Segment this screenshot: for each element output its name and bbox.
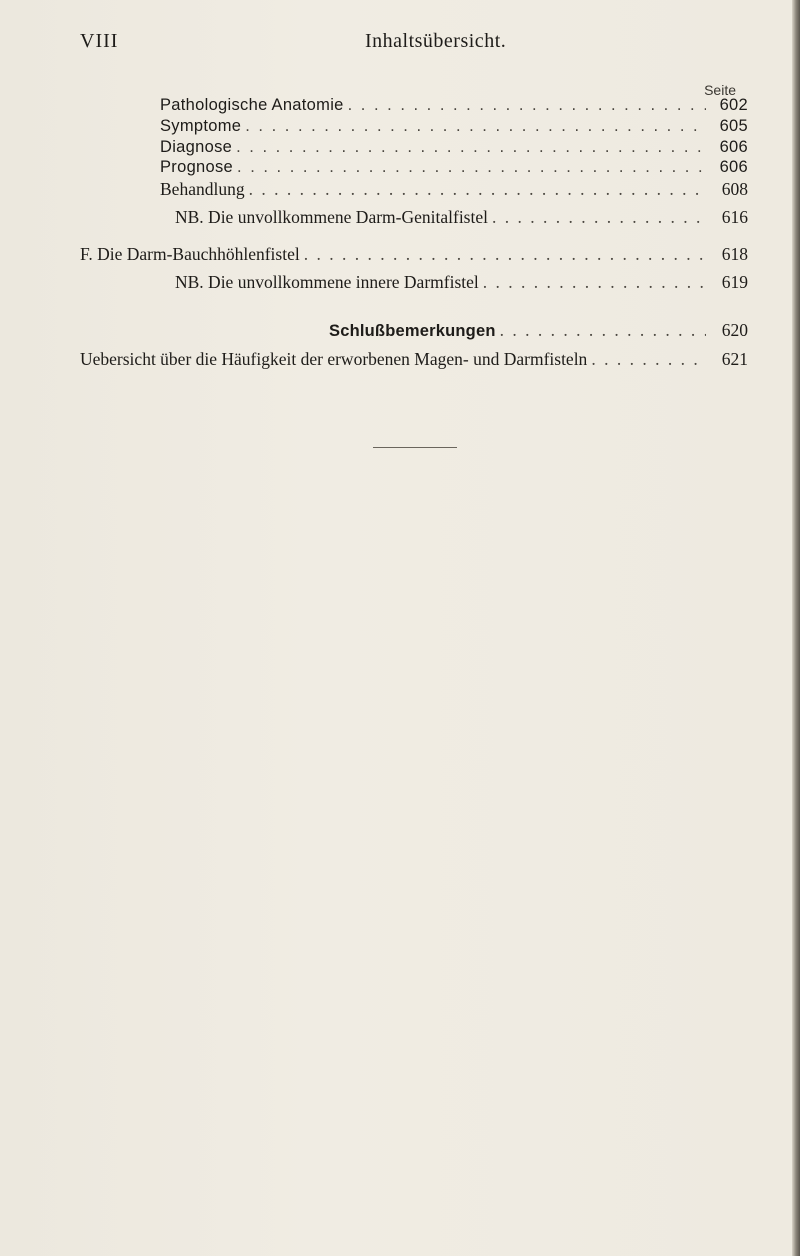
leader-dots (348, 96, 706, 115)
toc-entry[interactable] (160, 158, 748, 177)
running-title: Inhaltsübersicht. (365, 30, 507, 52)
toc-entry-label: Symptome (160, 117, 242, 135)
toc-entry-label: Pathologische Anatomie (160, 96, 344, 114)
toc-entry-label: Schlußbemerkungen (329, 322, 496, 340)
toc-entry-page: 602 (719, 96, 748, 114)
toc-entry-label: NB. Die unvollkommene Darm-Genitalfistel (175, 207, 488, 227)
toc-entry[interactable] (175, 207, 748, 228)
toc-entry-page: 618 (721, 244, 748, 264)
toc-entry[interactable] (160, 138, 748, 157)
toc-entry[interactable] (160, 179, 748, 200)
closing-rule (373, 447, 457, 448)
page-number: VIII (80, 30, 119, 52)
toc-entry[interactable] (160, 96, 748, 115)
toc-entry[interactable] (80, 244, 748, 265)
toc-entry-label: Uebersicht über die Häufigkeit der erworbenen Magen- und Darmfisteln (80, 349, 588, 369)
leader-dots (236, 138, 706, 157)
toc-entry-page: 605 (719, 117, 748, 135)
toc-entry[interactable] (80, 349, 748, 370)
leader-dots (500, 320, 706, 341)
toc-entry-page: 619 (721, 272, 748, 292)
toc-entry[interactable] (175, 272, 748, 293)
toc-entry-label: F. Die Darm-Bauchhöhlenfistel (80, 244, 300, 264)
leader-dots (483, 272, 706, 293)
page-column-label: Seite (704, 82, 736, 98)
leader-dots (237, 158, 706, 177)
page-header (80, 30, 740, 60)
toc-entry-page: 620 (721, 320, 748, 340)
toc-entry[interactable] (160, 117, 748, 136)
toc-entry-label: Behandlung (160, 179, 245, 199)
toc-entry-label: Diagnose (160, 138, 233, 156)
toc-entry-page: 606 (719, 158, 748, 176)
toc-entry-label: Prognose (160, 158, 234, 176)
toc-entry-label: NB. Die unvollkommene innere Darmfistel (175, 272, 479, 292)
leader-dots (249, 179, 706, 200)
leader-dots (492, 207, 706, 228)
toc-entry[interactable] (329, 320, 748, 341)
leader-dots (591, 349, 706, 370)
toc-entry-page: 621 (721, 349, 748, 369)
toc-entry-page: 616 (721, 207, 748, 227)
book-spine-edge (792, 0, 800, 1256)
leader-dots (245, 117, 706, 136)
toc-entry-page: 608 (721, 179, 748, 199)
toc-entry-page: 606 (719, 138, 748, 156)
leader-dots (304, 244, 706, 265)
